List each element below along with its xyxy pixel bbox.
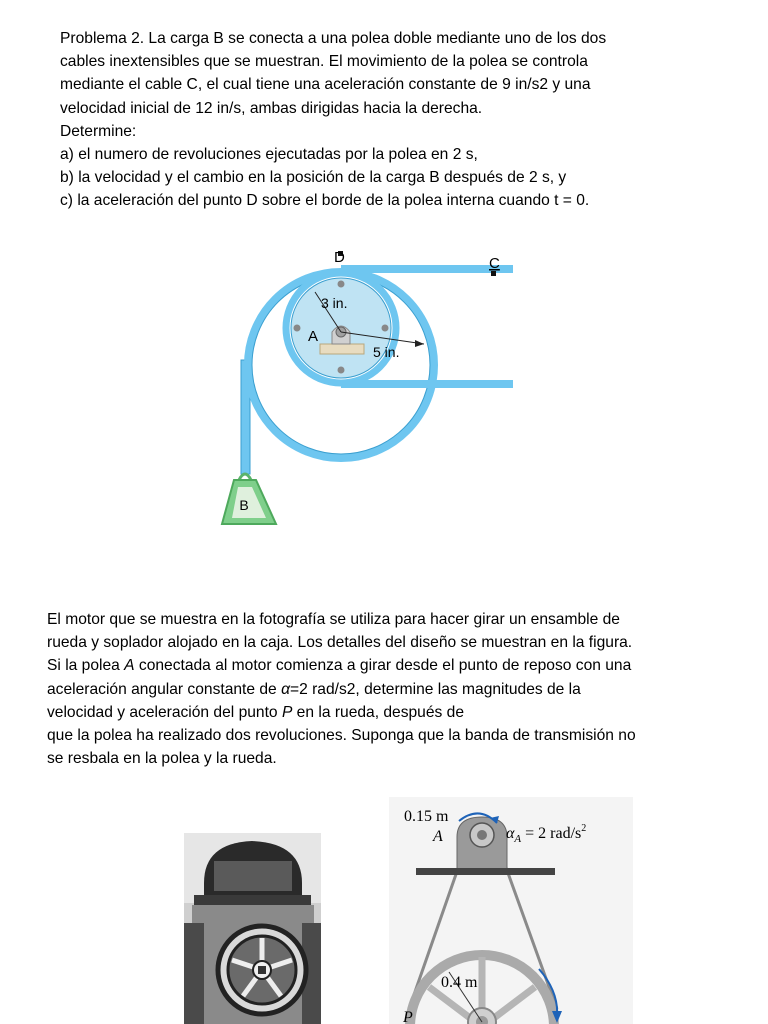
label-c: C: [489, 255, 500, 272]
bolt: [338, 367, 345, 374]
mount-plate: [416, 868, 555, 875]
text-line: Determine:: [60, 122, 137, 140]
problem-3-text: [47, 608, 636, 770]
problem-2-text: [60, 27, 606, 213]
belt-drive-figure: [389, 797, 633, 1024]
label-b: B: [239, 497, 249, 513]
label-radius-a: 0.15 m: [404, 808, 449, 825]
text-line: b) la velocidad y el cambio en la posición de la carga B después de 2 s, y: [60, 169, 567, 187]
text-line: a) el numero de revoluciones ejecutadas por la polea en 2 s,: [60, 146, 478, 164]
label-alpha: $\alpha_A = 2$ rad/$s^2$: [506, 823, 587, 845]
label-radius-wheel: 0.4 m: [441, 974, 478, 991]
bolt: [294, 325, 301, 332]
text-line: c) la aceleración del punto D sobre el borde de la polea interna cuando t = 0.: [60, 192, 590, 210]
support-base: [320, 344, 364, 354]
text-line: mediante el cable C, el cual tiene una aceleración constante de 9 in/s2 y una: [60, 76, 591, 94]
text-line: aceleración angular constante de α=2 rad/s2, determine las magnitudes de la: [47, 680, 581, 698]
double-pulley-figure: [210, 240, 530, 540]
text-line: cables inextensibles que se muestran. El movimiento de la polea se controla: [60, 53, 588, 71]
bolt: [338, 281, 345, 288]
text-line: Si la polea A conectada al motor comienza a girar desde el punto de reposo con una: [47, 657, 632, 675]
label-outer-radius: 5 in.: [373, 344, 400, 360]
text-line: velocidad inicial de 12 in/s, ambas dirigidas hacia la derecha.: [60, 99, 483, 117]
label-a: A: [308, 328, 319, 345]
text-line: se resbala en la polea y la rueda.: [47, 750, 277, 768]
label-d: D: [334, 249, 345, 266]
text-line: velocidad y aceleración del punto P en la rueda, después de: [47, 703, 465, 721]
label-inner-radius: 3 in.: [321, 295, 348, 311]
label-p: P: [403, 1009, 413, 1024]
load-b: [222, 474, 276, 524]
text-line: que la polea ha realizado dos revoluciones. Suponga que la banda de transmisión no: [47, 727, 636, 745]
label-a: A: [433, 828, 443, 845]
text-line: rueda y soplador alojado en la caja. Los detalles del diseño se muestran en la figura.: [47, 634, 633, 652]
text-line: Problema 2. La carga B se conecta a una polea doble mediante uno de los dos: [60, 30, 607, 47]
bolt: [382, 325, 389, 332]
text-line: El motor que se muestra en la fotografía se utiliza para hacer girar un ensamble de: [47, 611, 620, 628]
motor-photo: [184, 833, 321, 1024]
